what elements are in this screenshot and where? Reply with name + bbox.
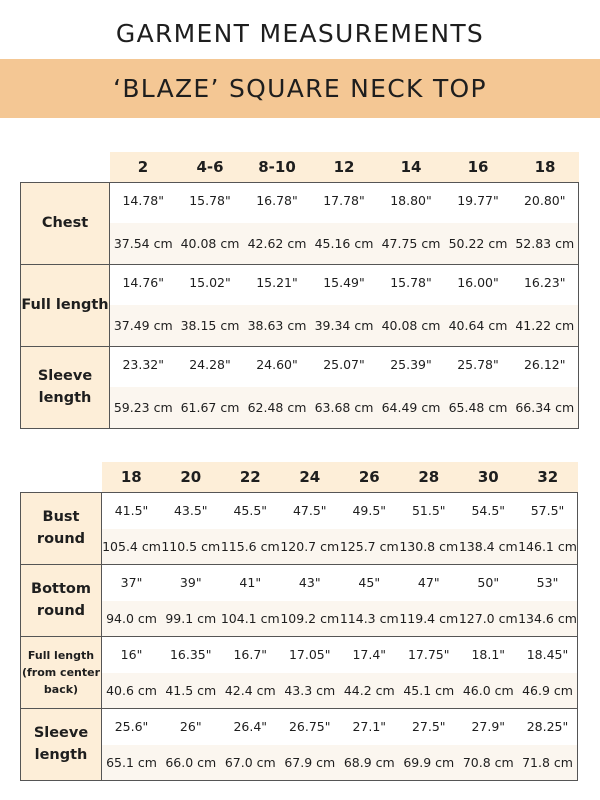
inch-value-cell: 26.12": [512, 346, 579, 387]
cm-value-cell: 44.2 cm: [340, 673, 400, 708]
inch-value-cell: 41": [221, 564, 281, 601]
size-header-row: [21, 462, 578, 492]
size-chart-table-2: [20, 462, 578, 781]
inch-value-cell: 16.00": [445, 264, 512, 305]
inch-value-cell: 54.5": [459, 492, 519, 529]
cm-value-cell: 146.1 cm: [518, 529, 578, 564]
inch-value-cell: 15.78": [177, 182, 244, 223]
inch-value-cell: 16.23": [512, 264, 579, 305]
inch-value-cell: 43.5": [161, 492, 221, 529]
header-corner: [21, 152, 110, 182]
size-header-cell: 32: [518, 462, 578, 492]
measurement-label: Bust round: [21, 492, 102, 564]
cm-value-cell: 52.83 cm: [512, 223, 579, 264]
inch-value-cell: 28.25": [518, 708, 578, 745]
inch-value-cell: 25.07": [311, 346, 378, 387]
cm-value-cell: 40.64 cm: [445, 305, 512, 346]
cm-value-cell: 40.08 cm: [378, 305, 445, 346]
size-header-cell: 4-6: [177, 152, 244, 182]
cm-value-cell: 127.0 cm: [459, 601, 519, 636]
header-corner: [21, 462, 102, 492]
inch-value-cell: 27.9": [459, 708, 519, 745]
cm-value-cell: 40.08 cm: [177, 223, 244, 264]
cm-value-cell: 45.1 cm: [399, 673, 459, 708]
size-header-cell: 30: [459, 462, 519, 492]
cm-value-cell: 120.7 cm: [280, 529, 340, 564]
cm-value-cell: 114.3 cm: [340, 601, 400, 636]
measurement-label: Chest: [21, 182, 110, 264]
inch-value-cell: 18.1": [459, 636, 519, 673]
measurement-row-inches: [21, 708, 578, 745]
inch-value-cell: 26.4": [221, 708, 281, 745]
inch-value-cell: 39": [161, 564, 221, 601]
cm-value-cell: 138.4 cm: [459, 529, 519, 564]
cm-value-cell: 110.5 cm: [161, 529, 221, 564]
measurement-label: Sleeve length: [21, 708, 102, 780]
measurement-row-inches: [21, 492, 578, 529]
size-header-cell: 24: [280, 462, 340, 492]
inch-value-cell: 24.60": [244, 346, 311, 387]
inch-value-cell: 16": [102, 636, 162, 673]
size-header-cell: 28: [399, 462, 459, 492]
measurement-row-inches: [21, 564, 578, 601]
cm-value-cell: 59.23 cm: [110, 387, 177, 428]
size-header-cell: 16: [445, 152, 512, 182]
inch-value-cell: 17.78": [311, 182, 378, 223]
cm-value-cell: 105.4 cm: [102, 529, 162, 564]
cm-value-cell: 45.16 cm: [311, 223, 378, 264]
inch-value-cell: 26": [161, 708, 221, 745]
cm-value-cell: 46.0 cm: [459, 673, 519, 708]
cm-value-cell: 66.34 cm: [512, 387, 579, 428]
measurement-row-cm: [21, 673, 578, 708]
cm-value-cell: 63.68 cm: [311, 387, 378, 428]
cm-value-cell: 71.8 cm: [518, 745, 578, 780]
inch-value-cell: 25.78": [445, 346, 512, 387]
size-header-row: [21, 152, 579, 182]
inch-value-cell: 43": [280, 564, 340, 601]
inch-value-cell: 45.5": [221, 492, 281, 529]
inch-value-cell: 16.78": [244, 182, 311, 223]
size-chart-table-1: [20, 152, 579, 429]
inch-value-cell: 17.75": [399, 636, 459, 673]
measurement-row-cm: [21, 745, 578, 780]
cm-value-cell: 37.54 cm: [110, 223, 177, 264]
cm-value-cell: 42.62 cm: [244, 223, 311, 264]
cm-value-cell: 37.49 cm: [110, 305, 177, 346]
inch-value-cell: 17.05": [280, 636, 340, 673]
inch-value-cell: 15.49": [311, 264, 378, 305]
measurement-row-inches: [21, 264, 579, 305]
inch-value-cell: 15.02": [177, 264, 244, 305]
cm-value-cell: 130.8 cm: [399, 529, 459, 564]
size-header-cell: 2: [110, 152, 177, 182]
inch-value-cell: 15.78": [378, 264, 445, 305]
inch-value-cell: 47": [399, 564, 459, 601]
cm-value-cell: 40.6 cm: [102, 673, 162, 708]
inch-value-cell: 25.6": [102, 708, 162, 745]
measurement-label: Bottom round: [21, 564, 102, 636]
inch-value-cell: 14.78": [110, 182, 177, 223]
inch-value-cell: 27.5": [399, 708, 459, 745]
inch-value-cell: 18.45": [518, 636, 578, 673]
cm-value-cell: 134.6 cm: [518, 601, 578, 636]
cm-value-cell: 99.1 cm: [161, 601, 221, 636]
cm-value-cell: 109.2 cm: [280, 601, 340, 636]
inch-value-cell: 57.5": [518, 492, 578, 529]
cm-value-cell: 39.34 cm: [311, 305, 378, 346]
product-banner: ‘BLAZE’ SQUARE NECK TOP: [0, 59, 600, 118]
inch-value-cell: 26.75": [280, 708, 340, 745]
cm-value-cell: 42.4 cm: [221, 673, 281, 708]
size-header-cell: 20: [161, 462, 221, 492]
cm-value-cell: 47.75 cm: [378, 223, 445, 264]
inch-value-cell: 18.80": [378, 182, 445, 223]
cm-value-cell: 67.9 cm: [280, 745, 340, 780]
inch-value-cell: 51.5": [399, 492, 459, 529]
inch-value-cell: 25.39": [378, 346, 445, 387]
size-header-cell: 18: [102, 462, 162, 492]
cm-value-cell: 94.0 cm: [102, 601, 162, 636]
inch-value-cell: 15.21": [244, 264, 311, 305]
page-title: GARMENT MEASUREMENTS: [115, 19, 485, 48]
inch-value-cell: 17.4": [340, 636, 400, 673]
measurement-row-cm: [21, 601, 578, 636]
cm-value-cell: 64.49 cm: [378, 387, 445, 428]
size-header-cell: 12: [311, 152, 378, 182]
measurement-row-inches: [21, 182, 579, 223]
inch-value-cell: 20.80": [512, 182, 579, 223]
inch-value-cell: 47.5": [280, 492, 340, 529]
cm-value-cell: 65.1 cm: [102, 745, 162, 780]
size-header-cell: 26: [340, 462, 400, 492]
measurement-row-inches: [21, 346, 579, 387]
cm-value-cell: 41.22 cm: [512, 305, 579, 346]
cm-value-cell: 43.3 cm: [280, 673, 340, 708]
cm-value-cell: 38.15 cm: [177, 305, 244, 346]
measurement-row-cm: [21, 529, 578, 564]
cm-value-cell: 46.9 cm: [518, 673, 578, 708]
size-header-cell: 22: [221, 462, 281, 492]
cm-value-cell: 41.5 cm: [161, 673, 221, 708]
cm-value-cell: 38.63 cm: [244, 305, 311, 346]
measurement-row-inches: [21, 636, 578, 673]
inch-value-cell: 50": [459, 564, 519, 601]
size-header-cell: 14: [378, 152, 445, 182]
size-header-cell: 8-10: [244, 152, 311, 182]
cm-value-cell: 65.48 cm: [445, 387, 512, 428]
inch-value-cell: 24.28": [177, 346, 244, 387]
cm-value-cell: 125.7 cm: [340, 529, 400, 564]
inch-value-cell: 45": [340, 564, 400, 601]
measurement-label: Sleeve length: [21, 346, 110, 428]
inch-value-cell: 16.7": [221, 636, 281, 673]
inch-value-cell: 19.77": [445, 182, 512, 223]
measurement-label: Full length: [21, 264, 110, 346]
cm-value-cell: 69.9 cm: [399, 745, 459, 780]
inch-value-cell: 16.35": [161, 636, 221, 673]
cm-value-cell: 67.0 cm: [221, 745, 281, 780]
measurement-label: Full length (from center back): [21, 636, 102, 708]
cm-value-cell: 104.1 cm: [221, 601, 281, 636]
inch-value-cell: 49.5": [340, 492, 400, 529]
cm-value-cell: 119.4 cm: [399, 601, 459, 636]
inch-value-cell: 53": [518, 564, 578, 601]
cm-value-cell: 50.22 cm: [445, 223, 512, 264]
cm-value-cell: 68.9 cm: [340, 745, 400, 780]
inch-value-cell: 41.5": [102, 492, 162, 529]
cm-value-cell: 62.48 cm: [244, 387, 311, 428]
inch-value-cell: 27.1": [340, 708, 400, 745]
cm-value-cell: 115.6 cm: [221, 529, 281, 564]
cm-value-cell: 66.0 cm: [161, 745, 221, 780]
cm-value-cell: 70.8 cm: [459, 745, 519, 780]
cm-value-cell: 61.67 cm: [177, 387, 244, 428]
size-header-cell: 18: [512, 152, 579, 182]
inch-value-cell: 23.32": [110, 346, 177, 387]
inch-value-cell: 37": [102, 564, 162, 601]
inch-value-cell: 14.76": [110, 264, 177, 305]
